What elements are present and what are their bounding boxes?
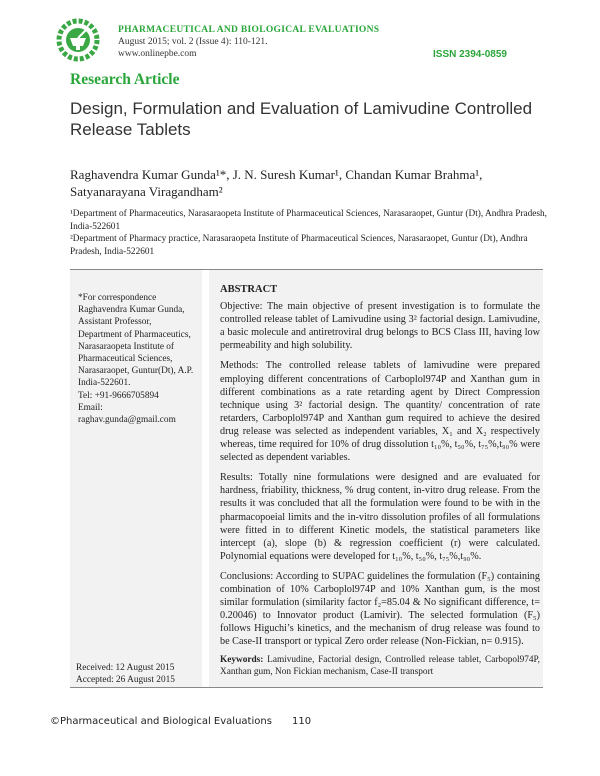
accepted-date: Accepted: 26 August 2015 bbox=[76, 675, 175, 685]
abstract-objective: Objective: The main objective of present investigation is to formulate the controlled release tablet of Lamivudine using 3² factorial design. Lamivudine, a basic molecule and antiretroviral drug belongs to BCS Class III, having low permeability and high solubility. bbox=[220, 301, 540, 352]
keywords-label: Keywords: bbox=[220, 655, 264, 666]
affiliation-1: ¹Department of Pharmaceutics, Narasaraopeta Institute of Pharmaceutical Sciences, Narasaraopet, Guntur (Dt), Andhra Pradesh, India-522601 bbox=[70, 209, 548, 232]
abstract-conclusions: Conclusions: According to SUPAC guidelines the formulation (F₅) containing combination of 10% Carboplol974P and 10% Xanthan gum, is the most similar formulation (similarity factor f₂=85.04 & No significant difference, t= 0.20046) to Innovator product (Lamivir). The selected formulation (F₅) follows Higuchi’s kinetics, and the mechanism of drug release was found to be Case-II transport or typical Zero order release (Non-Fickian, n= 0.915). bbox=[220, 570, 540, 648]
received-date: Received: 12 August 2015 bbox=[76, 663, 175, 673]
abstract-methods: Methods: The controlled release tablets of lamivudine were prepared employing different concentrations of Carboplol974P and Xanthan gum in different combinations as a rate retarding agent by Direct Compression technique using 3² factorial design. The quantity/ concentration of rate retarders, Carboplol974P and Xanthan gum required to achieve the desired drug release was selected as independent variables, X₁ and X₂ respectively whereas, time required for 10% of drug dissolution t₁₀%, t₅₀%, t₇₅%,t₉₀% were selected as dependent variables. bbox=[220, 360, 540, 464]
abstract-heading: ABSTRACT bbox=[220, 284, 278, 295]
correspondence-line: India-522601. bbox=[78, 378, 131, 389]
correspondence bbox=[78, 292, 203, 426]
journal-name: PHARMACEUTICAL AND BIOLOGICAL EVALUATIONS bbox=[118, 25, 380, 35]
keywords bbox=[220, 655, 540, 678]
affiliations bbox=[70, 208, 550, 258]
journal-logo-icon bbox=[56, 18, 100, 62]
issue-info: August 2015; vol. 2 (Issue 4): 110-121. bbox=[118, 37, 268, 47]
abstract bbox=[220, 283, 540, 685]
correspondence-line: Department of Pharmaceutics, bbox=[78, 329, 191, 340]
journal-url: www.onlinepbe.com bbox=[118, 49, 197, 59]
article-title: Design, Formulation and Evaluation of Lamivudine Controlled Release Tablets bbox=[70, 99, 533, 139]
page-number: 110 bbox=[292, 716, 312, 727]
article-type: Research Article bbox=[70, 71, 180, 88]
correspondence-line: Email: bbox=[78, 402, 103, 413]
correspondence-line: Pharmaceutical Sciences, bbox=[78, 354, 173, 365]
correspondence-line: *For correspondence bbox=[78, 293, 157, 303]
footer-copyright: ©Pharmaceutical and Biological Evaluations bbox=[50, 716, 272, 727]
correspondence-line: Raghavendra Kumar Gunda, bbox=[78, 305, 185, 316]
correspondence-email[interactable]: raghav.gunda@gmail.com bbox=[78, 415, 176, 426]
authors: Raghavendra Kumar Gunda¹*, J. N. Suresh Kumar¹, Chandan Kumar Brahma¹, Satyanarayana Viragandham² bbox=[70, 167, 483, 199]
dates bbox=[76, 662, 175, 686]
correspondence-line: Assistant Professor, bbox=[78, 317, 152, 328]
correspondence-line: Narasaraopeta Institute of bbox=[78, 341, 175, 352]
keywords-list: Lamivudine, Factorial design, Controlled release tablet, Carbopol974P, Xanthan gum, Non Fickian mechanism, Case-II transport bbox=[220, 655, 541, 677]
correspondence-line: Narasaraopet, Guntur(Dt), A.P. bbox=[78, 366, 194, 377]
correspondence-phone: Tel: +91-9666705894 bbox=[78, 390, 159, 401]
divider-top bbox=[70, 269, 543, 270]
abstract-results: Results: Totally nine formulations were designed and are evaluated for hardness, friability, thickness, % drug content, in-vitro drug release. From the results it was concluded that all the formulation were found to be with in the pharmacopoeial limits and the in-vitro dissolution profiles of all formulations were fitted in to different Kinetic models, the statistical parameters like intercept (a), slope (b) & regression coefficient (r) were calculated. Polynomial equations were developed for t₁₀%, t₅₀%, t₇₅%,t₉₀%. bbox=[220, 472, 540, 562]
divider-bottom bbox=[70, 687, 543, 688]
affiliation-2: ²Department of Pharmacy practice, Narasaraopeta Institute of Pharmaceutical Sciences, Narasaraopet, Guntur (Dt), Andhra Pradesh, India-522601 bbox=[70, 234, 528, 257]
issn: ISSN 2394-0859 bbox=[433, 49, 507, 60]
